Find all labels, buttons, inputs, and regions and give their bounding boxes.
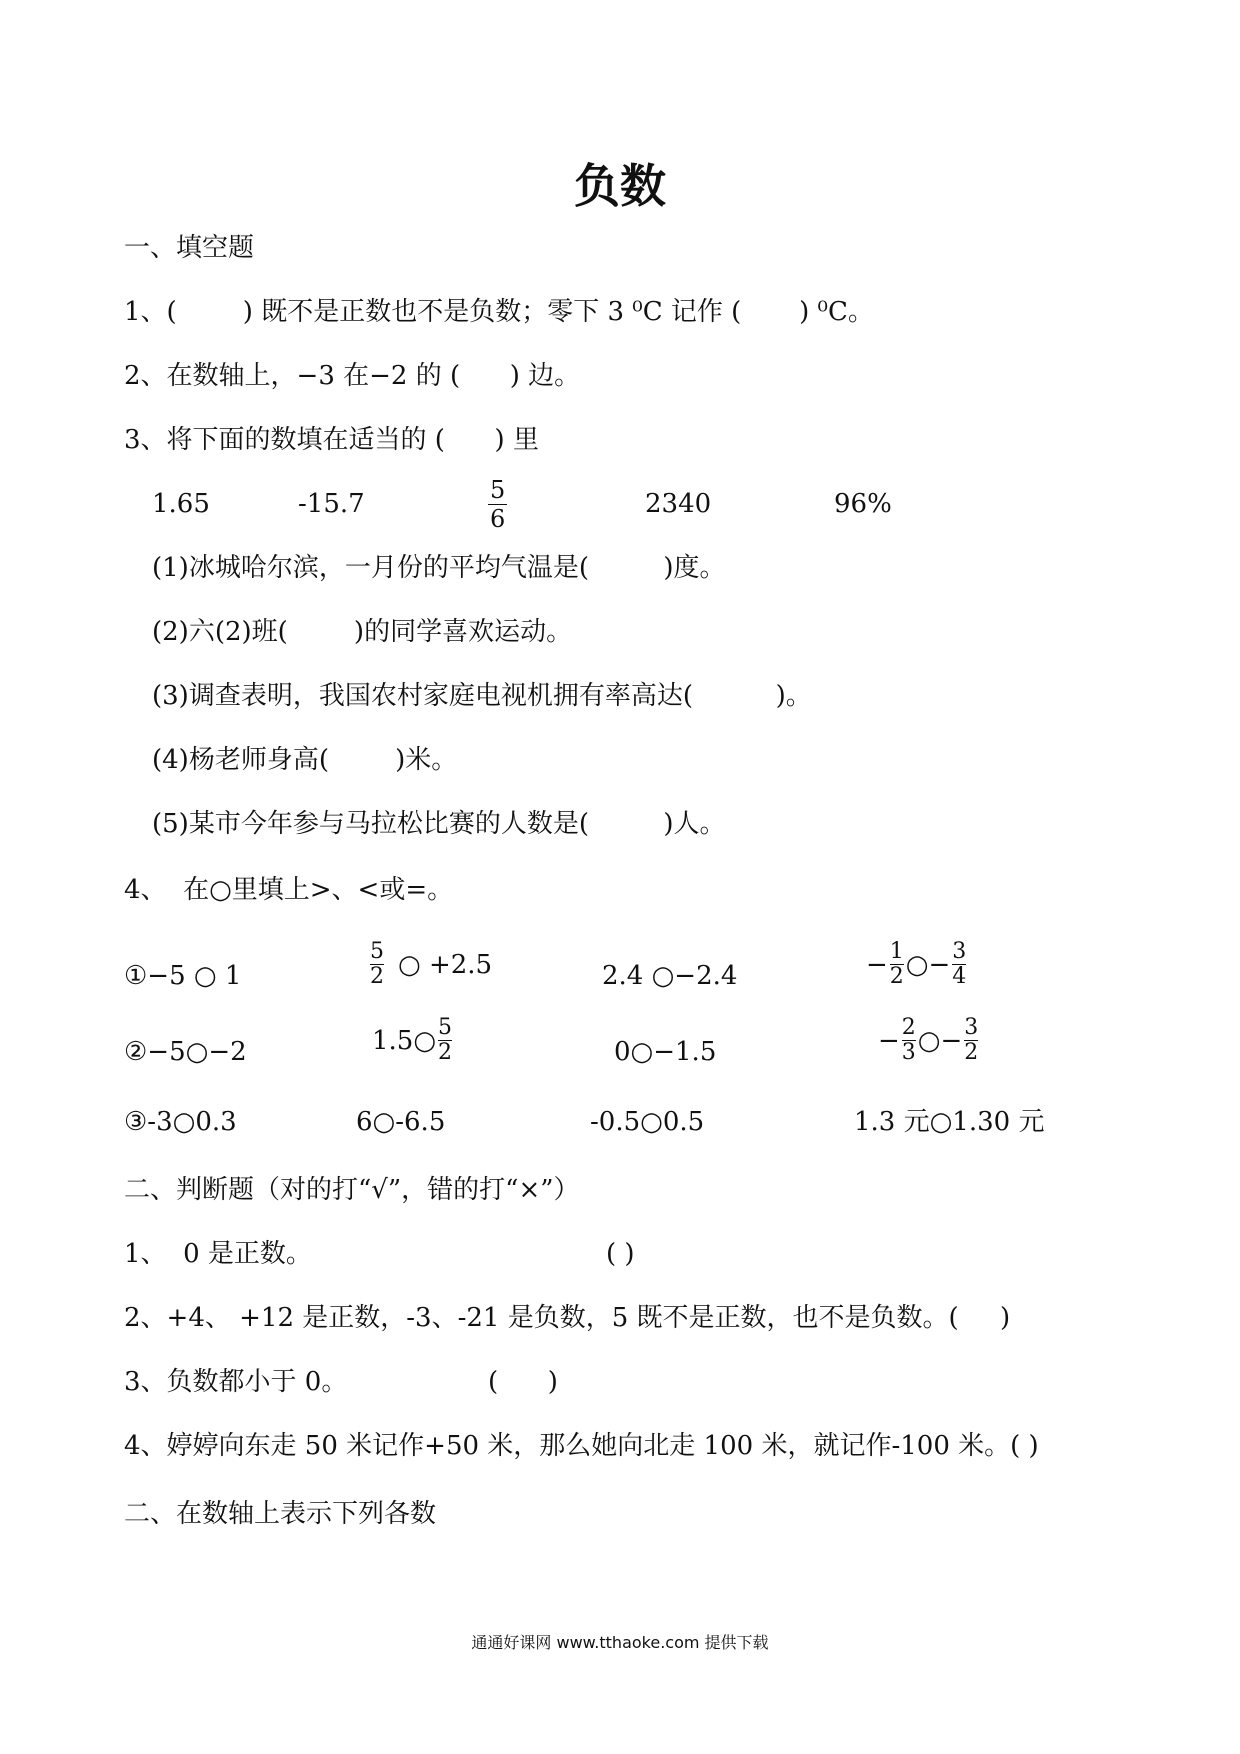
- compare-r2c4: [878, 1016, 980, 1065]
- fraction-3-4: [952, 940, 966, 989]
- sub-question-1: (1)冰城哈尔滨，一月份的平均气温是( )度。: [152, 553, 726, 583]
- section-heading-fill-blank: 一、填空题: [124, 233, 255, 263]
- fraction-denominator: 2: [370, 964, 384, 989]
- compare-r2c3: 0○−1.5: [614, 1037, 717, 1067]
- fraction-5-6: [488, 476, 507, 533]
- question-4: 4、 在○里填上>、<或=。: [124, 875, 454, 905]
- fraction-numerator: 5: [490, 476, 506, 504]
- compare-r2c2: [372, 1016, 454, 1065]
- number-4: 2340: [645, 489, 712, 519]
- minus-sign: −: [866, 949, 888, 980]
- judge-1: 1、 0 是正数。: [124, 1239, 312, 1269]
- compare-r1c1: ①−5 ○ 1: [124, 961, 242, 991]
- fraction-denominator: 4: [952, 964, 967, 989]
- compare-r3c1: ③-3○0.3: [124, 1107, 237, 1137]
- fraction-1-2: [890, 940, 904, 989]
- number-2: -15.7: [298, 489, 365, 519]
- footer-credit: 通通好课网 www.tthaoke.com 提供下载: [471, 1633, 769, 1652]
- compare-r3c3: -0.5○0.5: [590, 1107, 705, 1137]
- sub-question-3: (3)调查表明，我国农村家庭电视机拥有率高达( )。: [152, 681, 812, 711]
- fraction-denominator: 6: [490, 505, 506, 533]
- fraction-numerator: 1: [889, 939, 904, 964]
- number-5: 96%: [834, 489, 892, 519]
- section-heading-true-false: 二、判断题（对的打“√”，错的打“×”）: [124, 1175, 580, 1205]
- judge-2: 2、+4、 +12 是正数，-3、-21 是负数，5 既不是正数，也不是负数。( ): [124, 1303, 1011, 1333]
- fraction-denominator: 2: [964, 1040, 979, 1065]
- fraction-5-2: [438, 1016, 452, 1065]
- sub-question-4: (4)杨老师身高( )米。: [152, 745, 458, 775]
- compare-text: ○−: [917, 1025, 963, 1056]
- fraction-numerator: 2: [901, 1015, 916, 1040]
- number-1: 1.65: [152, 489, 210, 519]
- judge-4: 4、婷婷向东走 50 米记作+50 米，那么她向北走 100 米，就记作-100 米。( ): [124, 1431, 1039, 1461]
- section-heading-number-line: 二、在数轴上表示下列各数: [124, 1499, 437, 1529]
- fraction-numerator: 3: [964, 1015, 979, 1040]
- judge-3: 3、负数都小于 0。: [124, 1367, 348, 1397]
- compare-r3c4: 1.3 元○1.30 元: [854, 1107, 1045, 1137]
- question-3: 3、将下面的数填在适当的 ( ) 里: [124, 425, 539, 455]
- judge-3-answer: ( ): [488, 1367, 558, 1397]
- compare-r3c2: 6○-6.5: [356, 1107, 446, 1137]
- sub-question-5: (5)某市今年参与马拉松比赛的人数是( )人。: [152, 809, 726, 839]
- compare-text: ○ +2.5: [398, 949, 493, 980]
- fraction-numerator: 3: [952, 939, 967, 964]
- fraction-numerator: 5: [370, 939, 384, 964]
- fraction-2-3: [902, 1016, 916, 1065]
- sub-question-2: (2)六(2)班( )的同学喜欢运动。: [152, 617, 573, 647]
- compare-r1c4: [866, 940, 968, 989]
- question-2: 2、在数轴上，−3 在−2 的 ( ) 边。: [124, 361, 581, 391]
- fraction-denominator: 2: [438, 1040, 453, 1065]
- judge-1-answer: ( ): [606, 1239, 635, 1269]
- page-title: 负数: [574, 159, 666, 213]
- fraction-denominator: 2: [889, 964, 904, 989]
- compare-r2c1: ②−5○−2: [124, 1037, 247, 1067]
- compare-r1c2: [368, 940, 492, 989]
- question-1: 1、( ) 既不是正数也不是负数；零下 3 ⁰C 记作 ( ) ⁰C。: [124, 297, 874, 327]
- fraction-numerator: 5: [438, 1015, 453, 1040]
- minus-sign: −: [878, 1025, 900, 1056]
- compare-text: ○−: [905, 949, 951, 980]
- fraction-5-2: [370, 940, 384, 989]
- fraction-denominator: 3: [901, 1040, 916, 1065]
- compare-text: 1.5○: [372, 1025, 437, 1056]
- compare-r1c3: 2.4 ○−2.4: [602, 961, 738, 991]
- fraction-3-2: [964, 1016, 978, 1065]
